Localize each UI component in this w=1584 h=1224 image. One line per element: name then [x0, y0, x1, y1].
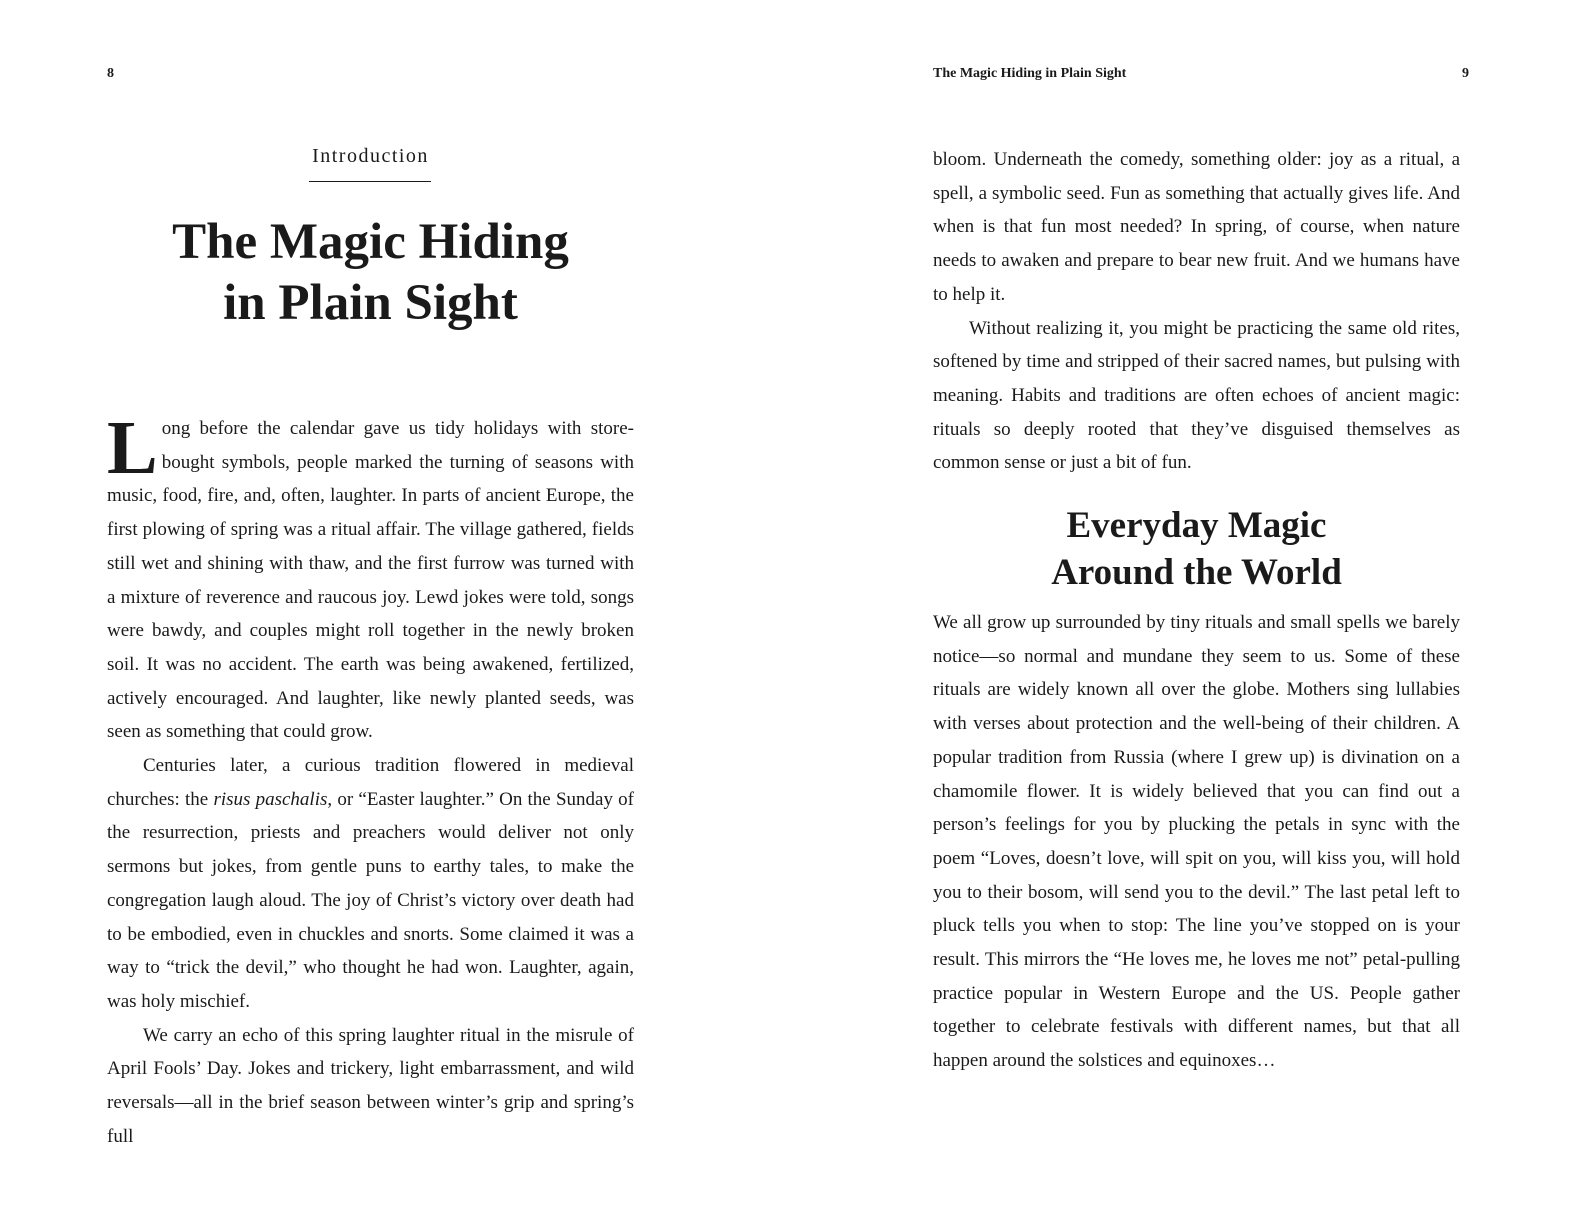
paragraph-1-text: ong before the calendar gave us tidy holidays with store-bought symbols, people marked the turning of seasons with music, food, fire, and, often, laughter. In parts of ancient Europe, the first plowing of spring was a ritual affair. The village gathered, fields still wet and shining with thaw, and the first furrow was turned with a mixture of reverence and raucous joy. Lewd jokes were told, songs were bawdy, and couples might roll together in the newly broken soil. It was no accident. The earth was being awakened, fertilized, actively encouraged. And laughter, like newly planted seeds, was seen as something that could grow. [107, 418, 634, 743]
page-number-left: 8 [107, 66, 114, 81]
paragraph-2 [107, 749, 634, 1019]
chapter-label-underline [309, 181, 431, 182]
section-heading [933, 502, 1460, 596]
paragraph-3: We carry an echo of this spring laughter ritual in the misrule of April Fools’ Day. Jokes and trickery, light embarrassment, and wild reversals—all in the brief season between winter’s grip and spring’s full [107, 1024, 634, 1147]
chapter-title [107, 212, 634, 334]
drop-cap: L [107, 406, 158, 490]
paragraph-5: Without realizing it, you might be practicing the same old rites, softened by time and stripped of their sacred names, but pulsing with meaning. Habits and traditions are often echoes of ancient magic: rituals so deeply rooted that they’ve disguised themselves as common sense or just a bit of fun. [933, 317, 1460, 474]
running-head: The Magic Hiding in Plain Sight [933, 66, 1127, 81]
chapter-title-line-1: The Magic Hiding [172, 214, 569, 270]
left-body-text [107, 406, 634, 1153]
paragraph-2-text-a: Centuries later, a curious tradition flowered in medieval churches: the [107, 755, 634, 810]
paragraph-2-text-b: , or “Easter laughter.” On the Sunday of the resurrection, priests and preachers would deliver not only sermons but jokes, from gentle puns to earthy tales, to make the congregation laugh aloud. The joy of Christ’s victory over death had to be embodied, even in chuckles and snorts. Some claimed it was a way to “trick the devil,” who thought he had won. Laughter, again, was holy mischief. [107, 788, 634, 1012]
right-body-text-top [933, 143, 1460, 480]
right-page [792, 0, 1584, 1224]
section-heading-line-1: Everyday Magic [1066, 505, 1327, 546]
chapter-label: Introduction [312, 145, 429, 167]
paragraph-4: bloom. Underneath the comedy, something older: joy as a ritual, a spell, a symbolic seed. Fun as something that actually gives life. And when is that fun most needed? In spring, of course, when nature needs to awaken and prepare to bear new fruit. And we humans have to help it. [933, 149, 1460, 305]
right-body-text-bottom [933, 606, 1460, 1078]
paragraph-2-italic-term: risus paschalis [213, 788, 328, 810]
paragraph-6: We all grow up surrounded by tiny rituals and small spells we barely notice—so normal and mundane they seem to us. Some of these rituals are widely known all over the globe. Mothers sing lullabies with verses about protection and the well-being of their children. A popular tradition from Russia (where I grew up) is divination on a chamomile flower. It is widely believed that you can find out a person’s feelings for you by plucking the petals in sync with the poem “Loves, doesn’t love, will spit on you, will kiss you, will hold you to their bosom, will send you to the devil.” The last petal left to pluck tells you when to stop: The line you’ve stopped on is your result. This mirrors the “He loves me, he loves me not” petal-pulling practice popular in Western Europe and the US. People gather together to celebrate festivals with different names, but that all happen around the solstices and equinoxes… [933, 612, 1460, 1072]
chapter-title-line-2: in Plain Sight [223, 275, 518, 331]
section-heading-line-2: Around the World [1051, 552, 1342, 593]
page-number-right: 9 [1462, 66, 1469, 81]
paragraph-1 [107, 406, 634, 749]
